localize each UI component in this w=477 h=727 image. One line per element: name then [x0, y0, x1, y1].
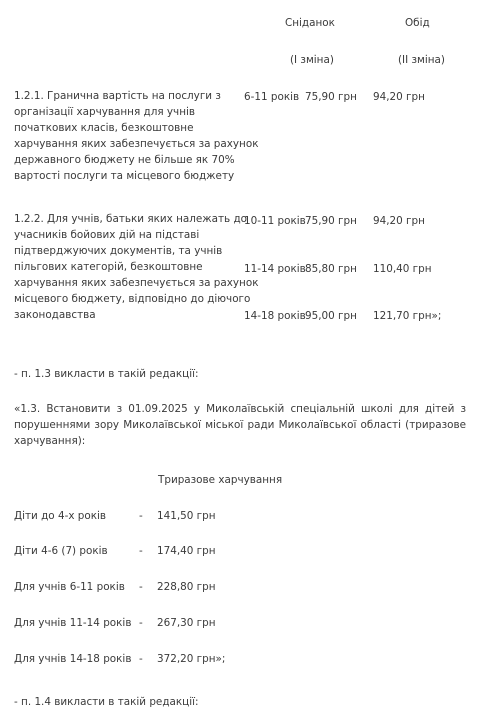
text-line: пільгових категорій, безкоштовне — [14, 261, 203, 273]
column-header-breakfast: Сніданок — [285, 17, 335, 29]
lunch-price: 94,20 грн — [373, 215, 425, 227]
meal-label: Діти 4-6 (7) років — [14, 545, 108, 557]
section-1-2-1-description — [14, 88, 259, 184]
text-line: 1.2.2. Для учнів, батьки яких належать до — [14, 213, 248, 225]
clause-1-3-intro: - п. 1.3 викласти в такій редакції: — [14, 368, 199, 380]
age-group: 6-11 років — [244, 91, 300, 103]
text-line: харчування яких забезпечується за рахунок — [14, 277, 259, 289]
text-line: «1.3. Встановити з 01.09.2025 у Миколаївській спеціальній школі для дітей з — [14, 403, 466, 415]
text-line: державного бюджету не більше як 70% — [14, 154, 235, 166]
breakfast-price: 75,90 грн — [305, 215, 357, 227]
meal-dash: - — [139, 617, 143, 629]
clause-1-3-text — [14, 401, 466, 449]
column-subheader-shift2: (ІІ зміна) — [398, 54, 445, 66]
breakfast-price: 85,80 грн — [305, 263, 357, 275]
section-1-2-2-description — [14, 211, 259, 323]
meals-title: Триразове харчування — [158, 474, 283, 486]
text-line: харчування яких забезпечується за рахунок — [14, 138, 259, 150]
meal-label: Для учнів 11-14 років — [14, 617, 132, 629]
meal-label: Діти до 4-х років — [14, 510, 107, 522]
breakfast-price: 75,90 грн — [305, 91, 357, 103]
breakfast-price: 95,00 грн — [305, 310, 357, 322]
meal-price: 267,30 грн — [157, 617, 216, 629]
column-subheader-shift1: (І зміна) — [290, 54, 334, 66]
meal-price: 228,80 грн — [157, 581, 216, 593]
meal-price: 141,50 грн — [157, 510, 216, 522]
text-line: місцевого бюджету, відповідно до діючого — [14, 293, 251, 305]
text-line: початкових класів, безкоштовне — [14, 122, 194, 134]
lunch-price: 121,70 грн»; — [373, 310, 442, 322]
meal-dash: - — [139, 581, 143, 593]
meal-dash: - — [139, 510, 143, 522]
column-header-lunch: Обід — [405, 17, 430, 29]
lunch-price: 110,40 грн — [373, 263, 432, 275]
meal-dash: - — [139, 545, 143, 557]
text-line: підтверджуючих документів, та учнів — [14, 245, 223, 257]
text-line: 1.2.1. Гранична вартість на послуги з — [14, 90, 221, 102]
text-line: організації харчування для учнів — [14, 106, 196, 118]
lunch-price: 94,20 грн — [373, 91, 425, 103]
clause-1-4-intro: - п. 1.4 викласти в такій редакції: — [14, 696, 199, 708]
text-line: законодавства — [14, 309, 96, 321]
text-line: харчування): — [14, 435, 86, 447]
meal-price: 372,20 грн»; — [157, 653, 226, 665]
meal-price: 174,40 грн — [157, 545, 216, 557]
text-line: учасників бойових дій на підставі — [14, 229, 200, 241]
text-line: порушеннями зору Миколаївської міської ради Миколаївської області (триразове — [14, 419, 466, 431]
meal-label: Для учнів 6-11 років — [14, 581, 125, 593]
age-group: 11-14 років — [244, 263, 306, 275]
age-group: 14-18 років — [244, 310, 306, 322]
meal-dash: - — [139, 653, 143, 665]
meal-label: Для учнів 14-18 років — [14, 653, 132, 665]
text-line: вартості послуги та місцевого бюджету — [14, 170, 235, 182]
age-group: 10-11 років — [244, 215, 306, 227]
